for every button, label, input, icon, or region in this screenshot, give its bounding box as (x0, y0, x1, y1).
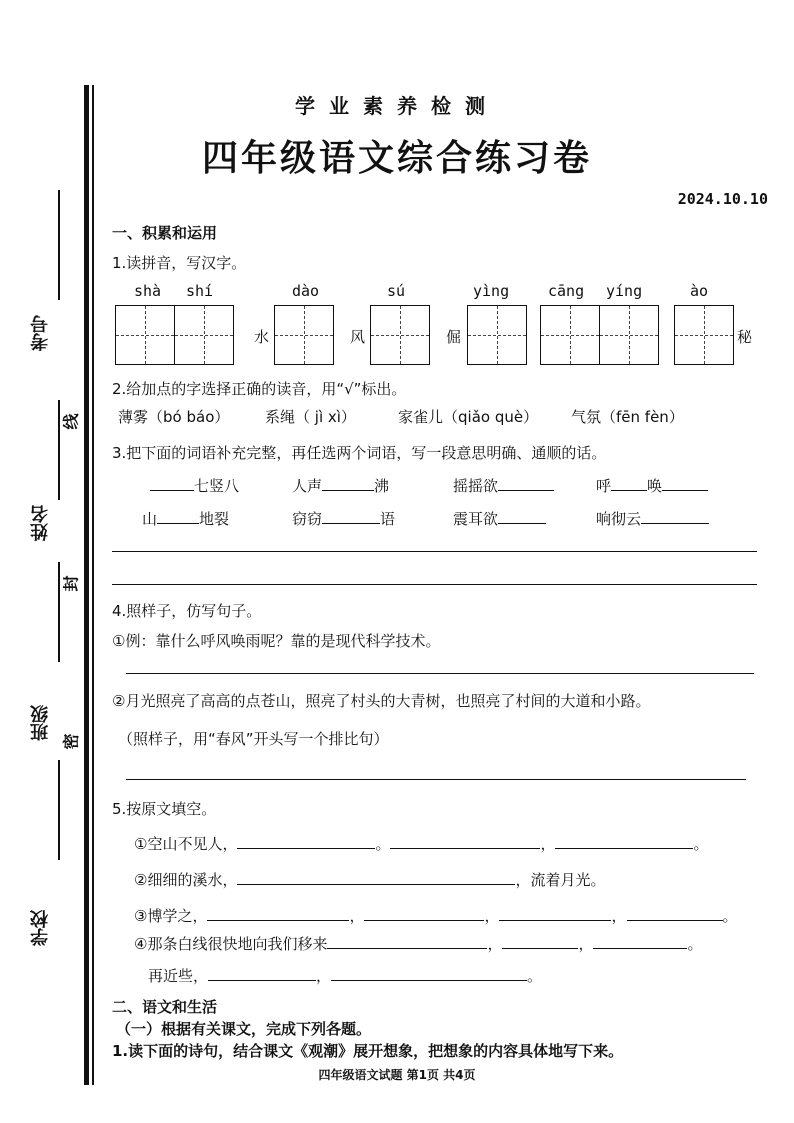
q4-example-2: ②月光照亮了高高的点苍山，照亮了村头的大青树，也照亮了村间的大道和小路。 (112, 692, 651, 710)
exam-title: 四年级语文综合练习卷 (201, 138, 592, 179)
char-grid-5[interactable] (540, 305, 659, 365)
fill-blank[interactable] (237, 868, 515, 885)
q2-options[interactable]: （fēn fèn） (601, 408, 684, 426)
section2-q1: 1.读下面的诗句，结合课文《观潮》展开想象，把想象的内容具体地写下来。 (112, 1042, 624, 1060)
pinyin-6: cāng (548, 282, 585, 300)
fill-blank[interactable] (322, 507, 380, 524)
fill-blank[interactable] (390, 832, 540, 849)
grid-cell[interactable] (674, 305, 734, 365)
q2-word: 气氛 (571, 408, 602, 426)
q2-word: 薄雾 (118, 408, 149, 426)
q2-options[interactable]: （bó báo） (148, 408, 230, 426)
q3-word-5[interactable]: 山 地裂 (142, 507, 229, 529)
fill-blank[interactable] (157, 507, 199, 524)
pinyin-2: shí (186, 282, 214, 300)
grid-cell[interactable] (370, 305, 430, 365)
char-grid-2[interactable] (274, 305, 334, 365)
answer-line[interactable] (126, 673, 754, 674)
class-label: 班级 (30, 705, 51, 741)
q3-word-7[interactable]: 震耳欲 (453, 507, 546, 529)
q3-prompt: 3.把下面的词语补充完整，再任选两个词语，写一段意思明确、通顺的话。 (112, 444, 607, 462)
fill-blank[interactable] (593, 932, 687, 949)
class-line (58, 760, 60, 860)
name-line-top (58, 400, 60, 500)
grid-char-shui: 水 (254, 328, 270, 346)
pinyin-7: yíng (606, 282, 643, 300)
q1-prompt: 1.读拼音，写汉字。 (112, 254, 247, 272)
char-grid-1[interactable] (115, 305, 234, 365)
q2-item-1[interactable] (118, 406, 229, 427)
fill-blank[interactable] (502, 932, 578, 949)
q4-example-2-note: （照样子，用“春风”开头写一个排比句） (118, 730, 389, 748)
q2-options[interactable]: （ jì xì） (295, 408, 356, 426)
pinyin-3: dào (292, 282, 320, 300)
fill-blank[interactable] (208, 964, 316, 981)
q2-word: 系绳 (265, 408, 296, 426)
section2-sub: （一）根据有关课文，完成下列各题。 (116, 1020, 372, 1038)
q3-word-4[interactable]: 呼 唤 (596, 474, 708, 496)
answer-line[interactable] (126, 779, 746, 780)
fill-blank[interactable] (364, 904, 484, 921)
fill-blank[interactable] (499, 904, 611, 921)
q5-line-1[interactable]: ①空山不见人， 。 ， 。 (134, 832, 709, 854)
q5-line-2[interactable]: ②细细的溪水， ，流着月光。 (134, 868, 605, 890)
exam-no-label: 考号 (30, 315, 51, 351)
q3-word-1[interactable]: 七竖八 (150, 474, 239, 496)
fill-blank[interactable] (207, 904, 349, 921)
fill-blank[interactable] (150, 474, 194, 491)
answer-line[interactable] (112, 551, 757, 552)
fill-blank[interactable] (237, 832, 375, 849)
section1-title: 一、积累和运用 (112, 224, 218, 242)
grid-cell[interactable] (467, 305, 527, 365)
school-label: 学校 (30, 910, 51, 946)
fill-blank[interactable] (498, 474, 554, 491)
name-label: 姓名 (30, 505, 51, 541)
grid-cell[interactable] (540, 305, 600, 365)
q2-prompt: 2.给加点的字选择正确的读音，用“√”标出。 (112, 380, 407, 398)
grid-cell[interactable] (175, 305, 234, 365)
q5-prompt: 5.按原文填空。 (112, 800, 217, 818)
fill-blank[interactable] (611, 474, 647, 491)
q3-word-6[interactable]: 窃窃 语 (292, 507, 395, 529)
q4-example-1: ①例：靠什么呼风唤雨呢？靠的是现代科学技术。 (112, 632, 441, 650)
section2-title: 二、语文和生活 (112, 998, 218, 1016)
q3-word-8[interactable]: 响彻云 (596, 507, 709, 529)
char-grid-3[interactable] (370, 305, 430, 365)
fill-blank[interactable] (627, 904, 723, 921)
fill-blank[interactable] (322, 474, 374, 491)
pinyin-4: sú (387, 282, 406, 300)
q5-line-4[interactable]: ④那条白线很快地向我们移来 ， ， 。 (134, 932, 703, 954)
q3-word-2[interactable]: 人声 沸 (292, 474, 389, 496)
seal-char-feng: 封 (61, 575, 81, 592)
char-grid-6[interactable] (674, 305, 734, 365)
binding-line-thick (84, 85, 89, 1085)
char-grid-4[interactable] (467, 305, 527, 365)
page-footer: 四年级语文试题 第1页 共4页 (318, 1068, 476, 1082)
seal-char-mi: 密 (61, 733, 81, 750)
q2-item-3[interactable] (398, 406, 538, 427)
exam-subtitle: 学业素养检测 (295, 94, 499, 118)
q3-word-3[interactable]: 摇摇欲 (453, 474, 554, 496)
seal-char-xian: 线 (61, 413, 81, 430)
grid-char-feng: 风 (350, 328, 366, 346)
q2-item-2[interactable] (265, 406, 356, 427)
pinyin-8: ào (690, 282, 709, 300)
grid-cell[interactable] (600, 305, 659, 365)
answer-line[interactable] (112, 584, 757, 585)
pinyin-1: shà (134, 282, 162, 300)
grid-char-jue: 倔 (446, 328, 462, 346)
q5-line-5[interactable]: 再近些， ， 。 (148, 964, 542, 986)
q5-line-3[interactable]: ③博学之， ， ， ， 。 (134, 904, 738, 926)
q2-word: 家雀儿 (398, 408, 444, 426)
grid-cell[interactable] (274, 305, 334, 365)
fill-blank[interactable] (641, 507, 709, 524)
fill-blank[interactable] (331, 964, 527, 981)
q2-item-4[interactable] (571, 406, 684, 427)
grid-cell[interactable] (115, 305, 175, 365)
fill-blank[interactable] (662, 474, 708, 491)
q4-prompt: 4.照样子，仿写句子。 (112, 602, 262, 620)
pinyin-5: yìng (473, 282, 510, 300)
binding-line-thin (92, 85, 94, 1085)
fill-blank[interactable] (555, 832, 693, 849)
exam-no-line (58, 190, 60, 300)
fill-blank[interactable] (498, 507, 546, 524)
exam-date: 2024.10.10 (677, 190, 768, 208)
grid-char-mi: 秘 (737, 328, 753, 346)
q2-options[interactable]: （qiǎo què） (443, 408, 539, 426)
fill-blank[interactable] (327, 932, 487, 949)
